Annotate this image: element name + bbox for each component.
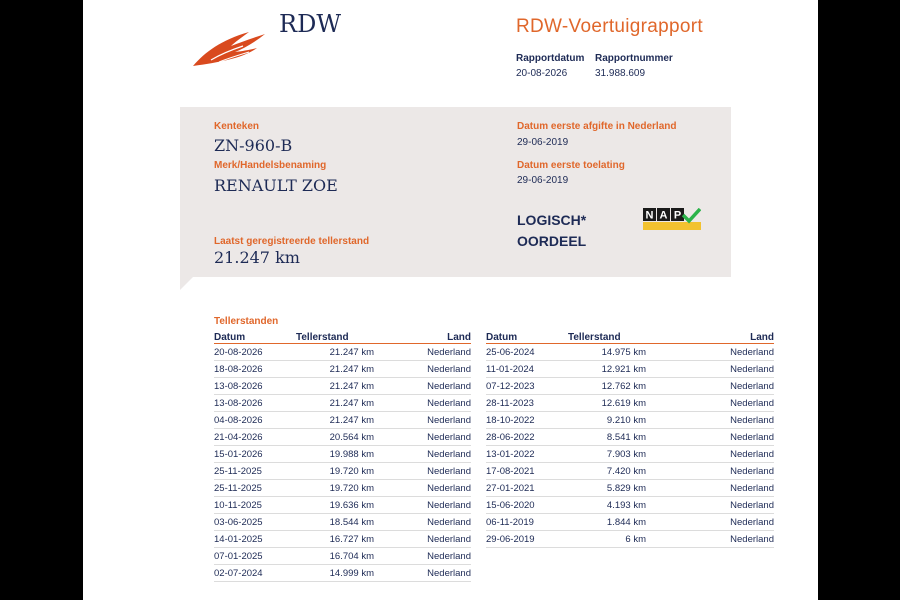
table-header-row: [214, 331, 471, 344]
reading-km-cell: [568, 480, 646, 497]
table-header-row: [486, 331, 774, 344]
nap-checkmark-icon: [683, 209, 700, 221]
reading-km: 7.420 km: [606, 465, 646, 477]
reading-date: 11-01-2024: [486, 361, 568, 378]
reading-km-cell: [568, 395, 646, 412]
reading-km-cell: [568, 531, 646, 548]
reading-date: 04-08-2026: [214, 412, 296, 429]
reading-country: Nederland: [646, 514, 774, 531]
reading-km: 16.704 km: [329, 550, 374, 562]
col-km-header: Tellerstand: [568, 331, 646, 344]
reading-date: 25-06-2024: [486, 344, 568, 361]
reading-date: 15-01-2026: [214, 446, 296, 463]
verdict: [517, 210, 586, 252]
readings-title: Tellerstanden: [214, 316, 279, 327]
reading-country: Nederland: [374, 480, 471, 497]
table-row: [214, 412, 471, 429]
reading-country: Nederland: [646, 378, 774, 395]
reading-km: 1.844 km: [606, 516, 646, 528]
reading-km-cell: [296, 378, 374, 395]
reading-km-cell: [568, 361, 646, 378]
reading-date: 27-01-2021: [486, 480, 568, 497]
reading-date: 20-08-2026: [214, 344, 296, 361]
table-row: [214, 395, 471, 412]
reading-date: 13-01-2022: [486, 446, 568, 463]
reading-km: 19.636 km: [329, 499, 374, 511]
reading-km-cell: [296, 548, 374, 565]
plate-value: ZN-960-B: [214, 136, 293, 155]
reading-country: Nederland: [374, 565, 471, 582]
table-row: [214, 565, 471, 582]
reading-country: Nederland: [374, 344, 471, 361]
table-row: [214, 378, 471, 395]
reading-country: Nederland: [646, 497, 774, 514]
reading-km: 20.564 km: [329, 431, 374, 443]
reading-country: Nederland: [374, 378, 471, 395]
reading-date: 14-01-2025: [214, 531, 296, 548]
reading-km: 14.975 km: [601, 346, 646, 358]
reading-km: 5.829 km: [606, 482, 646, 494]
first-admission-value: 29-06-2019: [517, 175, 569, 186]
first-nl-label: Datum eerste afgifte in Nederland: [517, 121, 677, 132]
reading-country: Nederland: [374, 548, 471, 565]
reading-country: Nederland: [646, 531, 774, 548]
reading-km: 7.903 km: [606, 448, 646, 460]
report-page: [83, 0, 818, 600]
reading-country: Nederland: [374, 446, 471, 463]
odometer-label: Laatst geregistreerde tellerstand: [214, 236, 370, 247]
report-number-block: [595, 53, 673, 79]
reading-km: 19.720 km: [329, 465, 374, 477]
reading-date: 29-06-2019: [486, 531, 568, 548]
make-value: RENAULT ZOE: [214, 176, 338, 195]
report-title: RDW-Voertuigrapport: [516, 16, 703, 37]
table-row: [486, 514, 774, 531]
table-row: [214, 531, 471, 548]
make-label: Merk/Handelsbenaming: [214, 160, 327, 171]
table-row: [214, 548, 471, 565]
report-number: 31.988.609: [595, 68, 646, 79]
verdict-line-2: OORDEEL: [517, 233, 587, 249]
col-land-header: Land: [646, 331, 774, 344]
table-row: [486, 412, 774, 429]
reading-km-cell: [568, 497, 646, 514]
table-row: [214, 429, 471, 446]
reading-country: Nederland: [374, 497, 471, 514]
table-row: [214, 361, 471, 378]
reading-km: 21.247 km: [329, 346, 374, 358]
reading-country: Nederland: [374, 395, 471, 412]
panel-tail: [180, 277, 193, 290]
reading-km-cell: [296, 344, 374, 361]
rdw-flame-logo-icon: [191, 26, 267, 68]
reading-km-cell: [568, 429, 646, 446]
reading-date: 10-11-2025: [214, 497, 296, 514]
table-row: [486, 480, 774, 497]
col-date-header: Datum: [214, 331, 296, 344]
table-row: [486, 344, 774, 361]
reading-km: 21.247 km: [329, 363, 374, 375]
reading-km-cell: [568, 514, 646, 531]
reading-date: 07-12-2023: [486, 378, 568, 395]
readings-table-right: [486, 331, 774, 548]
plate-label: Kenteken: [214, 121, 260, 132]
reading-country: Nederland: [374, 361, 471, 378]
reading-country: Nederland: [646, 429, 774, 446]
reading-km-cell: [296, 497, 374, 514]
table-row: [486, 446, 774, 463]
reading-km-cell: [296, 514, 374, 531]
reading-km: 14.999 km: [329, 567, 374, 579]
reading-country: Nederland: [646, 412, 774, 429]
report-number-label: Rapportnummer: [595, 53, 673, 64]
reading-km-cell: [296, 361, 374, 378]
odometer-value: 21.247 km: [214, 248, 300, 267]
reading-km: 21.247 km: [329, 414, 374, 426]
table-row: [486, 395, 774, 412]
reading-date: 03-06-2025: [214, 514, 296, 531]
reading-country: Nederland: [646, 344, 774, 361]
nap-logo-letter: P: [673, 209, 682, 222]
reading-country: Nederland: [374, 531, 471, 548]
reading-km-cell: [296, 531, 374, 548]
table-row: [214, 344, 471, 361]
col-date-header: Datum: [486, 331, 568, 344]
brand-name: RDW: [279, 10, 341, 38]
table-row: [486, 531, 774, 548]
table-row: [486, 378, 774, 395]
col-km-header: Tellerstand: [296, 331, 374, 344]
reading-country: Nederland: [374, 429, 471, 446]
reading-km: 12.762 km: [601, 380, 646, 392]
first-nl-value: 29-06-2019: [517, 137, 569, 148]
readings-table-left: [214, 331, 471, 582]
nap-logo-letter: A: [659, 209, 668, 222]
report-date-label: Rapportdatum: [516, 53, 585, 64]
reading-date: 06-11-2019: [486, 514, 568, 531]
reading-date: 13-08-2026: [214, 395, 296, 412]
reading-date: 25-11-2025: [214, 480, 296, 497]
table-row: [486, 361, 774, 378]
reading-country: Nederland: [646, 395, 774, 412]
table-row: [214, 463, 471, 480]
table-row: [214, 480, 471, 497]
reading-country: Nederland: [646, 480, 774, 497]
reading-km: 4.193 km: [606, 499, 646, 511]
reading-date: 17-08-2021: [486, 463, 568, 480]
nap-logo-letter: N: [645, 209, 654, 222]
table-row: [214, 446, 471, 463]
reading-km: 18.544 km: [329, 516, 374, 528]
reading-km-cell: [296, 412, 374, 429]
table-row: [214, 497, 471, 514]
reading-km-cell: [568, 344, 646, 361]
reading-date: 21-04-2026: [214, 429, 296, 446]
reading-km: 9.210 km: [606, 414, 646, 426]
reading-country: Nederland: [646, 463, 774, 480]
reading-km-cell: [296, 463, 374, 480]
reading-km: 19.720 km: [329, 482, 374, 494]
reading-km-cell: [568, 463, 646, 480]
reading-date: 25-11-2025: [214, 463, 296, 480]
first-admission-label: Datum eerste toelating: [517, 160, 625, 171]
verdict-line-1: LOGISCH*: [517, 212, 587, 228]
reading-km-cell: [568, 412, 646, 429]
reading-km-cell: [568, 378, 646, 395]
reading-date: 28-11-2023: [486, 395, 568, 412]
reading-km-cell: [296, 395, 374, 412]
reading-date: 18-10-2022: [486, 412, 568, 429]
reading-km-cell: [296, 565, 374, 582]
reading-date: 15-06-2020: [486, 497, 568, 514]
reading-country: Nederland: [374, 412, 471, 429]
reading-date: 07-01-2025: [214, 548, 296, 565]
reading-km-cell: [568, 446, 646, 463]
reading-country: Nederland: [374, 463, 471, 480]
reading-date: 02-07-2024: [214, 565, 296, 582]
col-land-header: Land: [374, 331, 471, 344]
reading-km: 21.247 km: [329, 397, 374, 409]
reading-country: Nederland: [646, 446, 774, 463]
reading-km-cell: [296, 480, 374, 497]
reading-km: 12.619 km: [601, 397, 646, 409]
reading-km: 12.921 km: [601, 363, 646, 375]
report-date: 20-08-2026: [516, 68, 568, 79]
table-row: [486, 497, 774, 514]
reading-date: 28-06-2022: [486, 429, 568, 446]
reading-date: 13-08-2026: [214, 378, 296, 395]
table-row: [486, 429, 774, 446]
reading-km-cell: [296, 446, 374, 463]
report-date-block: [516, 53, 584, 79]
reading-km: 19.988 km: [329, 448, 374, 460]
reading-km: 16.727 km: [329, 533, 374, 545]
reading-country: Nederland: [646, 361, 774, 378]
table-row: [486, 463, 774, 480]
reading-km-cell: [296, 429, 374, 446]
reading-km: 6 km: [625, 533, 646, 545]
reading-country: Nederland: [374, 514, 471, 531]
reading-km: 21.247 km: [329, 380, 374, 392]
nap-logo: [643, 208, 701, 231]
reading-km: 8.541 km: [606, 431, 646, 443]
table-row: [214, 514, 471, 531]
reading-date: 18-08-2026: [214, 361, 296, 378]
